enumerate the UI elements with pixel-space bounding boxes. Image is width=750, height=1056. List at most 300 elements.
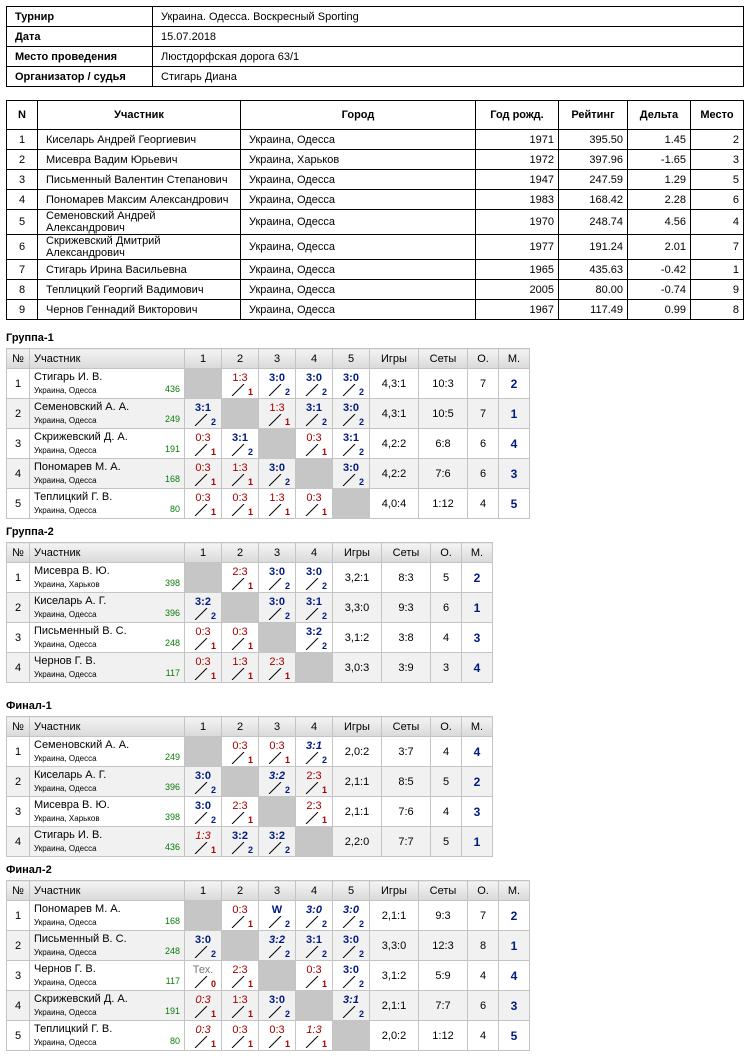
col-games: Игры xyxy=(333,717,382,737)
player-name: Стигарь И. В. xyxy=(34,371,103,383)
match-cell xyxy=(185,931,222,961)
participant-cell: Украина, Одесса xyxy=(241,170,476,190)
place-cell: 3 xyxy=(499,991,530,1021)
player-city: Украина, Одесса xyxy=(34,1008,97,1017)
player-name: Киселарь А. Г. xyxy=(34,595,107,607)
player-name: Теплицкий Г. В. xyxy=(34,1023,113,1035)
match-points: 2 xyxy=(284,387,290,397)
col-points: О. xyxy=(431,543,462,563)
player-cell xyxy=(30,489,185,519)
match-score: 3:2 xyxy=(232,830,248,842)
slash-divider xyxy=(268,668,282,680)
match-cell xyxy=(296,737,333,767)
participant-cell: 4 xyxy=(7,190,38,210)
participant-cell: 7 xyxy=(691,235,744,260)
match-points: 2 xyxy=(358,1009,364,1019)
match-cell xyxy=(259,489,296,519)
match-score: 3:0 xyxy=(306,372,322,384)
games-cell: 4,3:1 xyxy=(370,369,419,399)
match-cell xyxy=(259,563,296,593)
info-label: Место проведения xyxy=(7,47,153,67)
place-cell: 5 xyxy=(499,489,530,519)
points-cell: 7 xyxy=(468,399,499,429)
match-cell xyxy=(333,991,370,1021)
group-title: Финал-2 xyxy=(6,864,52,876)
match-cell xyxy=(185,429,222,459)
slash-divider xyxy=(305,384,319,396)
sets-cell: 3:7 xyxy=(382,737,431,767)
slash-divider xyxy=(305,444,319,456)
player-rating: 117 xyxy=(165,668,180,678)
match-score: 0:3 xyxy=(195,432,211,444)
match-score: 3:2 xyxy=(195,596,211,608)
slash-divider xyxy=(268,752,282,764)
match-points: 1 xyxy=(247,641,253,651)
match-points: 2 xyxy=(358,949,364,959)
player-rating: 80 xyxy=(169,504,180,514)
match-score: 0:3 xyxy=(195,1024,211,1036)
match-cell xyxy=(259,369,296,399)
col-opponent: 1 xyxy=(185,543,222,563)
games-cell: 4,3:1 xyxy=(370,399,419,429)
player-city: Украина, Одесса xyxy=(34,754,97,763)
slash-divider xyxy=(231,752,245,764)
row-number: 1 xyxy=(7,737,30,767)
match-cell xyxy=(185,961,222,991)
match-points: 2 xyxy=(210,417,216,427)
participant-cell: 3 xyxy=(7,170,38,190)
col-opponent: 4 xyxy=(296,717,333,737)
sets-cell: 6:8 xyxy=(419,429,468,459)
match-score: 3:0 xyxy=(343,402,359,414)
match-cell xyxy=(259,827,296,857)
match-cell xyxy=(296,961,333,991)
slash-divider xyxy=(231,976,245,988)
player-city: Украина, Одесса xyxy=(34,610,97,619)
match-score: 3:0 xyxy=(269,462,285,474)
sets-cell: 10:5 xyxy=(419,399,468,429)
slash-divider xyxy=(194,842,208,854)
participant-cell: 3 xyxy=(691,150,744,170)
participant-cell: 9 xyxy=(691,280,744,300)
col-opponent: 5 xyxy=(333,881,370,901)
participants-header: Рейтинг xyxy=(559,101,628,130)
match-score: 0:3 xyxy=(195,462,211,474)
points-cell: 4 xyxy=(468,489,499,519)
match-cell xyxy=(222,369,259,399)
match-score: 0:3 xyxy=(306,432,322,444)
participant-cell: 2 xyxy=(691,130,744,150)
group-row xyxy=(7,901,530,931)
row-number: 3 xyxy=(7,797,30,827)
slash-divider xyxy=(305,782,319,794)
match-points: 2 xyxy=(210,611,216,621)
match-score: 0:3 xyxy=(195,626,211,638)
info-value: 15.07.2018 xyxy=(153,27,744,47)
match-cell xyxy=(185,767,222,797)
match-points: 1 xyxy=(247,979,253,989)
col-opponent: 2 xyxy=(222,543,259,563)
match-score: 0:3 xyxy=(232,1024,248,1036)
group-row xyxy=(7,563,493,593)
player-cell xyxy=(30,1021,185,1051)
col-opponent: 2 xyxy=(222,881,259,901)
player-rating: 168 xyxy=(164,474,180,484)
match-points: 1 xyxy=(210,641,216,651)
sets-cell: 10:3 xyxy=(419,369,468,399)
match-points: 2 xyxy=(358,447,364,457)
group-table xyxy=(6,716,493,857)
match-score: 2:3 xyxy=(232,800,248,812)
row-number: 2 xyxy=(7,931,30,961)
player-name: Чернов Г. В. xyxy=(34,963,96,975)
player-name: Семеновский А. А. xyxy=(34,401,130,413)
match-points: 1 xyxy=(247,919,253,929)
self-match-cell xyxy=(333,489,370,519)
participant-cell: Украина, Одесса xyxy=(241,130,476,150)
match-score: 3:2 xyxy=(269,934,285,946)
match-score: 3:0 xyxy=(269,596,285,608)
match-score: 2:3 xyxy=(306,800,322,812)
player-name: Пономарев М. А. xyxy=(34,903,121,915)
match-score: 2:3 xyxy=(232,964,248,976)
match-cell xyxy=(259,593,296,623)
group-row xyxy=(7,961,530,991)
match-cell xyxy=(296,901,333,931)
place-cell: 3 xyxy=(462,797,493,827)
sets-cell: 7:6 xyxy=(419,459,468,489)
col-opponent: 1 xyxy=(185,881,222,901)
points-cell: 4 xyxy=(431,623,462,653)
info-label: Дата xyxy=(7,27,153,47)
points-cell: 4 xyxy=(431,737,462,767)
match-points: 1 xyxy=(247,477,253,487)
slash-divider xyxy=(231,504,245,516)
slash-divider xyxy=(231,668,245,680)
participant-cell: 0.99 xyxy=(628,300,691,320)
match-score: 2:3 xyxy=(232,566,248,578)
row-number: 4 xyxy=(7,991,30,1021)
participant-cell: Украина, Одесса xyxy=(241,235,476,260)
participant-cell: -1.65 xyxy=(628,150,691,170)
match-cell xyxy=(185,991,222,1021)
match-points: 1 xyxy=(284,1039,290,1049)
match-points: 2 xyxy=(358,417,364,427)
games-cell: 4,2:2 xyxy=(370,429,419,459)
slash-divider xyxy=(231,1006,245,1018)
col-sets: Сеты xyxy=(419,881,468,901)
points-cell: 5 xyxy=(431,827,462,857)
slash-divider xyxy=(194,1036,208,1048)
col-opponent: 3 xyxy=(259,881,296,901)
place-cell: 1 xyxy=(462,827,493,857)
match-points: 2 xyxy=(321,387,327,397)
sets-cell: 7:7 xyxy=(419,991,468,1021)
slash-divider xyxy=(305,812,319,824)
match-score: 3:1 xyxy=(306,596,322,608)
self-match-cell xyxy=(296,653,333,683)
slash-divider xyxy=(305,1036,319,1048)
participant-cell: 5 xyxy=(691,170,744,190)
games-cell: 2,1:1 xyxy=(333,797,382,827)
self-match-cell xyxy=(296,459,333,489)
participant-cell: 8 xyxy=(691,300,744,320)
player-cell xyxy=(30,931,185,961)
group-title: Финал-1 xyxy=(6,700,52,712)
slash-divider xyxy=(231,578,245,590)
col-opponent: 4 xyxy=(296,881,333,901)
match-cell xyxy=(222,961,259,991)
participant-cell: Украина, Харьков xyxy=(241,150,476,170)
match-score: 3:0 xyxy=(306,566,322,578)
games-cell: 3,1:2 xyxy=(370,961,419,991)
points-cell: 5 xyxy=(431,767,462,797)
match-score: 1:3 xyxy=(232,994,248,1006)
place-cell: 3 xyxy=(499,459,530,489)
row-number: 4 xyxy=(7,459,30,489)
match-score: 3:1 xyxy=(232,432,248,444)
player-city: Украина, Одесса xyxy=(34,978,97,987)
col-number: № xyxy=(7,881,30,901)
player-city: Украина, Одесса xyxy=(34,784,97,793)
match-cell xyxy=(333,931,370,961)
group-row xyxy=(7,429,530,459)
match-cell xyxy=(259,901,296,931)
player-city: Украина, Одесса xyxy=(34,506,97,515)
match-points: 1 xyxy=(247,507,253,517)
participants-header: Дельта xyxy=(628,101,691,130)
participant-cell: Украина, Одесса xyxy=(241,190,476,210)
group-row xyxy=(7,1021,530,1051)
slash-divider xyxy=(342,946,356,958)
info-row xyxy=(7,7,744,27)
match-cell xyxy=(185,489,222,519)
slash-divider xyxy=(268,608,282,620)
match-score: 0:3 xyxy=(195,994,211,1006)
col-player: Участник xyxy=(30,881,185,901)
points-cell: 4 xyxy=(431,797,462,827)
self-match-cell xyxy=(259,961,296,991)
games-cell: 2,1:1 xyxy=(333,767,382,797)
games-cell: 4,2:2 xyxy=(370,459,419,489)
match-cell xyxy=(259,653,296,683)
row-number: 3 xyxy=(7,623,30,653)
col-opponent: 2 xyxy=(222,349,259,369)
match-cell xyxy=(333,429,370,459)
slash-divider xyxy=(231,638,245,650)
participant-cell: 9 xyxy=(7,300,38,320)
info-row xyxy=(7,27,744,47)
match-score: 3:1 xyxy=(306,402,322,414)
participant-row xyxy=(7,300,744,320)
match-cell xyxy=(222,991,259,1021)
slash-divider xyxy=(305,916,319,928)
self-match-cell xyxy=(296,827,333,857)
col-number: № xyxy=(7,349,30,369)
slash-divider xyxy=(194,474,208,486)
match-points: 1 xyxy=(210,1009,216,1019)
match-score: 3:0 xyxy=(195,934,211,946)
col-games: Игры xyxy=(370,881,419,901)
group-header-row xyxy=(7,543,493,563)
match-score: 2:3 xyxy=(269,656,285,668)
slash-divider xyxy=(194,812,208,824)
col-opponent: 4 xyxy=(296,349,333,369)
match-points: 1 xyxy=(247,581,253,591)
sets-cell: 9:3 xyxy=(419,901,468,931)
match-score: 3:0 xyxy=(195,800,211,812)
match-score: 3:1 xyxy=(306,934,322,946)
slash-divider xyxy=(268,414,282,426)
match-cell xyxy=(259,399,296,429)
participant-cell: Семеновский Андрей Александрович xyxy=(38,210,241,235)
group-row xyxy=(7,623,493,653)
player-rating: 248 xyxy=(164,638,180,648)
points-cell: 3 xyxy=(431,653,462,683)
match-cell xyxy=(259,1021,296,1051)
match-cell xyxy=(259,931,296,961)
match-cell xyxy=(222,459,259,489)
slash-divider xyxy=(342,384,356,396)
player-cell xyxy=(30,901,185,931)
match-cell xyxy=(296,797,333,827)
slash-divider xyxy=(305,414,319,426)
self-match-cell xyxy=(222,931,259,961)
player-rating: 396 xyxy=(164,782,180,792)
participant-row xyxy=(7,260,744,280)
match-points: 1 xyxy=(321,815,327,825)
row-number: 3 xyxy=(7,429,30,459)
slash-divider xyxy=(268,916,282,928)
participants-header: Год рожд. xyxy=(476,101,559,130)
match-cell xyxy=(222,489,259,519)
place-cell: 2 xyxy=(499,901,530,931)
match-score: 3:0 xyxy=(306,904,322,916)
slash-divider xyxy=(268,782,282,794)
player-name: Семеновский А. А. xyxy=(34,739,130,751)
self-match-cell xyxy=(185,369,222,399)
match-points: 2 xyxy=(321,641,327,651)
match-points: 1 xyxy=(247,1009,253,1019)
slash-divider xyxy=(231,916,245,928)
player-rating: 191 xyxy=(164,444,180,454)
info-value: Стигарь Диана xyxy=(153,67,744,87)
participant-cell: Украина, Одесса xyxy=(241,260,476,280)
match-cell xyxy=(222,1021,259,1051)
slash-divider xyxy=(342,474,356,486)
col-games: Игры xyxy=(370,349,419,369)
match-points: 1 xyxy=(284,417,290,427)
player-rating: 398 xyxy=(164,812,180,822)
self-match-cell xyxy=(185,737,222,767)
match-points: 1 xyxy=(321,1039,327,1049)
row-number: 5 xyxy=(7,1021,30,1051)
participant-cell: Украина, Одесса xyxy=(241,300,476,320)
slash-divider xyxy=(268,504,282,516)
col-opponent: 3 xyxy=(259,717,296,737)
player-name: Скрижевский Д. А. xyxy=(34,993,128,1005)
match-cell xyxy=(222,827,259,857)
player-cell xyxy=(30,827,185,857)
match-points: 2 xyxy=(210,785,216,795)
info-value: Люстдорфская дорога 63/1 xyxy=(153,47,744,67)
match-score: 1:3 xyxy=(269,492,285,504)
player-rating: 436 xyxy=(164,384,180,394)
participant-cell: 80.00 xyxy=(559,280,628,300)
slash-divider xyxy=(305,608,319,620)
games-cell: 2,0:2 xyxy=(333,737,382,767)
match-score: 0:3 xyxy=(306,964,322,976)
match-score: 0:3 xyxy=(195,656,211,668)
match-score: 3:0 xyxy=(343,462,359,474)
col-sets: Сеты xyxy=(419,349,468,369)
match-score: Тех. xyxy=(192,964,214,976)
col-place: М. xyxy=(462,543,493,563)
self-match-cell xyxy=(259,797,296,827)
participant-cell: Киселарь Андрей Георгиевич xyxy=(38,130,241,150)
sets-cell: 8:5 xyxy=(382,767,431,797)
participant-cell: 395.50 xyxy=(559,130,628,150)
games-cell: 3,2:1 xyxy=(333,563,382,593)
col-player: Участник xyxy=(30,543,185,563)
match-score: 3:1 xyxy=(343,994,359,1006)
group-row xyxy=(7,767,493,797)
match-points: 1 xyxy=(210,671,216,681)
row-number: 2 xyxy=(7,767,30,797)
match-points: 2 xyxy=(358,387,364,397)
player-cell xyxy=(30,369,185,399)
player-city: Украина, Одесса xyxy=(34,446,97,455)
match-cell xyxy=(222,901,259,931)
col-opponent: 1 xyxy=(185,717,222,737)
games-cell: 3,0:3 xyxy=(333,653,382,683)
games-cell: 3,3:0 xyxy=(370,931,419,961)
group-header-row xyxy=(7,881,530,901)
slash-divider xyxy=(342,1006,356,1018)
info-label: Турнир xyxy=(7,7,153,27)
player-name: Скрижевский Д. А. xyxy=(34,431,128,443)
match-cell xyxy=(185,459,222,489)
match-points: 0 xyxy=(210,979,216,989)
slash-divider xyxy=(268,474,282,486)
match-score: 3:2 xyxy=(269,770,285,782)
match-cell xyxy=(185,593,222,623)
self-match-cell xyxy=(222,767,259,797)
match-points: 1 xyxy=(284,755,290,765)
place-cell: 4 xyxy=(462,737,493,767)
player-rating: 398 xyxy=(164,578,180,588)
match-cell xyxy=(296,369,333,399)
match-points: 2 xyxy=(321,611,327,621)
player-name: Теплицкий Г. В. xyxy=(34,491,113,503)
points-cell: 4 xyxy=(468,961,499,991)
player-rating: 117 xyxy=(165,976,180,986)
match-cell xyxy=(222,797,259,827)
match-points: 1 xyxy=(321,507,327,517)
player-name: Письменный В. С. xyxy=(34,625,127,637)
match-points: 2 xyxy=(210,949,216,959)
match-points: 1 xyxy=(247,387,253,397)
participant-cell: 2.28 xyxy=(628,190,691,210)
match-cell xyxy=(333,459,370,489)
place-cell: 2 xyxy=(499,369,530,399)
player-cell xyxy=(30,961,185,991)
slash-divider xyxy=(305,638,319,650)
match-score: W xyxy=(271,904,283,916)
row-number: 1 xyxy=(7,369,30,399)
match-points: 1 xyxy=(284,671,290,681)
slash-divider xyxy=(194,782,208,794)
